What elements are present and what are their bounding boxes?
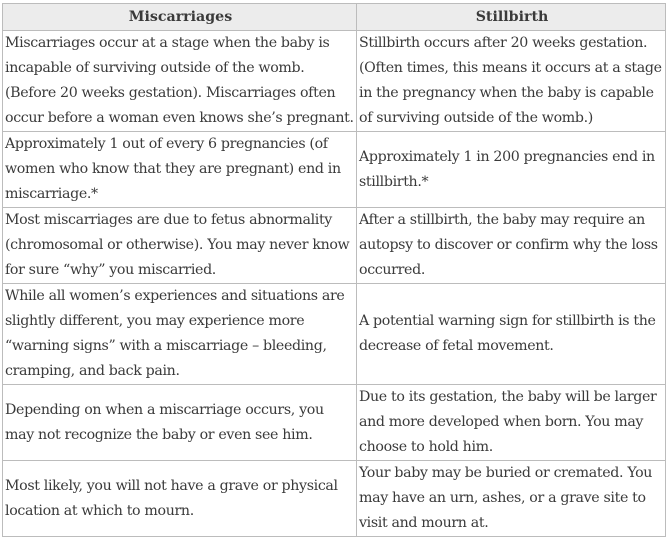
miscarriage-cell: Depending on when a miscarriage occurs, you may not recognize the baby or even see him. [3,385,357,461]
stillbirth-cell: Stillbirth occurs after 20 weeks gestation. (Often times, this means it occurs at a stage in the pregnancy when the baby is capable of surviving outside of the womb.) [357,31,666,132]
table-row [3,208,666,284]
miscarriage-cell: While all women’s experiences and situations are slightly different, you may experience more “warning signs” with a miscarriage – bleeding, cramping, and back pain. [3,284,357,385]
header-row [3,4,666,31]
comparison-table [2,3,666,537]
stillbirth-cell: Approximately 1 in 200 pregnancies end in stillbirth.* [357,132,666,208]
stillbirth-cell: Due to its gestation, the baby will be larger and more developed when born. You may choose to hold him. [357,385,666,461]
stillbirth-cell: A potential warning sign for stillbirth is the decrease of fetal movement. [357,284,666,385]
miscarriage-cell: Most likely, you will not have a grave or physical location at which to mourn. [3,461,357,537]
column-header-stillbirth: Stillbirth [357,4,666,31]
table-row [3,132,666,208]
table-row [3,31,666,132]
table-row [3,461,666,537]
column-header-miscarriages: Miscarriages [3,4,357,31]
table-row [3,284,666,385]
miscarriage-cell: Most miscarriages are due to fetus abnormality (chromosomal or otherwise). You may never know for sure “why” you miscarried. [3,208,357,284]
miscarriage-cell: Miscarriages occur at a stage when the baby is incapable of surviving outside of the womb. (Before 20 weeks gestation). Miscarriages often occur before a woman even knows she’s pregnant. [3,31,357,132]
stillbirth-cell: Your baby may be buried or cremated. You may have an urn, ashes, or a grave site to visit and mourn at. [357,461,666,537]
miscarriage-cell: Approximately 1 out of every 6 pregnancies (of women who know that they are pregnant) end in miscarriage.* [3,132,357,208]
table-row [3,385,666,461]
stillbirth-cell: After a stillbirth, the baby may require an autopsy to discover or confirm why the loss occurred. [357,208,666,284]
